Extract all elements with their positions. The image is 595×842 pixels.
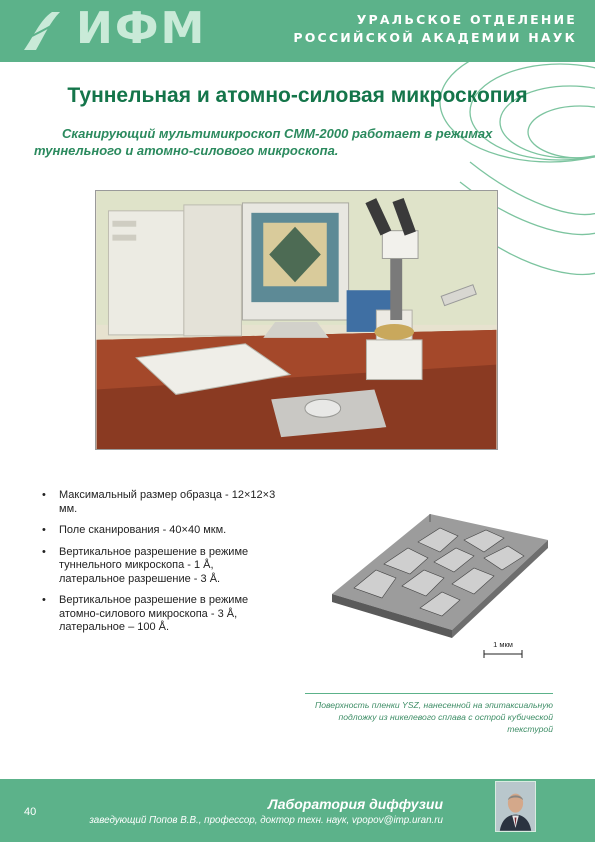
logo-text: ИФМ (76, 3, 207, 54)
list-item: • Поле сканирования - 40×40 мкм. (40, 524, 280, 538)
page-title: Туннельная и атомно-силовая микроскопия (67, 84, 528, 107)
caption-divider (305, 693, 553, 694)
intro-paragraph: Сканирующий мультимикроскоп СММ-2000 работает в режимах туннельного и атомно-силового микроскопа. (34, 126, 493, 158)
list-item: • Вертикальное разрешение в режиме атомно-силового микроскопа - 3 Å, латеральное – 100 Å. (40, 594, 280, 635)
microscope-photo (95, 190, 498, 450)
head-portrait-photo (495, 781, 536, 832)
org-line-1: УРАЛЬСКОЕ ОТДЕЛЕНИЕ (356, 12, 577, 27)
list-item: • Вертикальное разрешение в режиме туннельного микроскопа - 1 Å, латеральное разрешение - 3 Å. (40, 546, 280, 587)
specification-list (40, 489, 280, 643)
scale-bar-label: 1 мкм (493, 640, 513, 649)
org-line-2: РОССИЙСКОЙ АКАДЕМИИ НАУК (293, 30, 577, 45)
page-header (0, 0, 595, 62)
laboratory-name: Лаборатория диффузии (267, 796, 443, 812)
figure-caption: Поверхность пленки YSZ, нанесенной на эпитаксиальную подложку из никелевого сплава с острой кубической текстурой (315, 700, 553, 734)
surface-topography-image (324, 512, 550, 674)
laboratory-head: заведующий Попов В.В., профессор, доктор техн. наук, vpopov@imp.uran.ru (89, 815, 443, 826)
organization-name (293, 11, 577, 47)
list-item: • Максимальный размер образца - 12×12×3 мм. (40, 489, 280, 516)
page-number: 40 (24, 806, 37, 818)
